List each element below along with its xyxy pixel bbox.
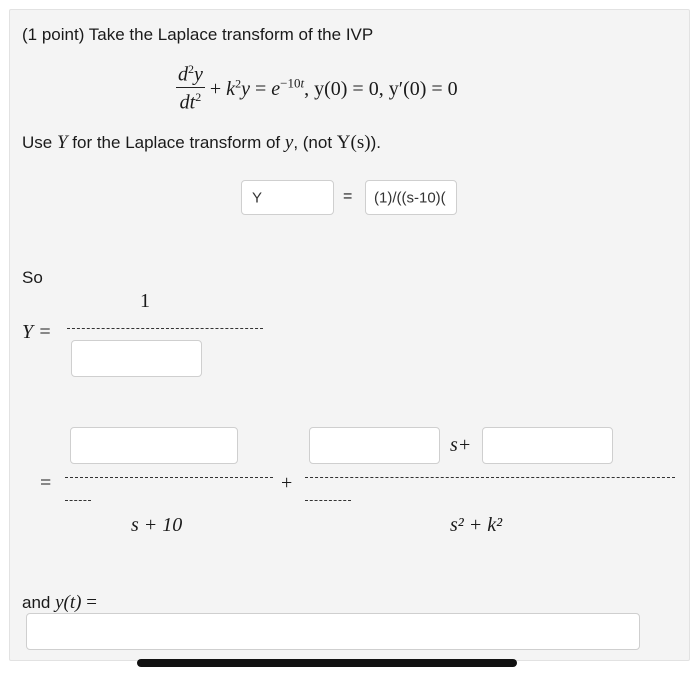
fraction-line-2b [65, 500, 91, 501]
plus-sign: + [281, 472, 293, 494]
instruction-line [22, 132, 381, 154]
answer-input[interactable] [26, 613, 640, 650]
s-plus-label: s+ [450, 434, 472, 456]
denominator-1: s + 10 [131, 514, 183, 536]
Y-equals-label: Y = [22, 321, 52, 343]
fraction-line-1 [67, 328, 263, 329]
lhs-input-value: Y [252, 189, 263, 206]
instruction-Y: Y [56, 132, 68, 153]
equals-sign: = [343, 188, 353, 205]
so-label: So [22, 268, 43, 287]
instruction-middle2: , (not [293, 133, 337, 152]
ivp-equation: $\frac{d^2y}{dt^2}$ + $k^2y = e^{-10t}$, y(0) = 0, y′(0) = 0 [178, 62, 458, 114]
fraction-line-2a [65, 477, 273, 478]
and-label: and [22, 593, 56, 612]
rhs-input[interactable] [365, 180, 457, 215]
ivp-initial-conditions: , y(0) = 0, y′(0) = 0 [304, 77, 458, 100]
rhs-input-value: (1)/((s-10)( [374, 189, 446, 206]
instruction-y: y [284, 132, 294, 153]
instruction-Ys: Y(s) [336, 132, 371, 153]
numerator-C-input[interactable] [482, 427, 613, 464]
problem-card [9, 9, 690, 661]
yt-label: y(t) [55, 592, 82, 613]
fraction-line-3b [305, 500, 351, 501]
instruction-prefix: Use [22, 133, 57, 152]
home-indicator[interactable] [137, 659, 517, 667]
denominator-input[interactable] [71, 340, 202, 377]
fraction-line-3a [305, 477, 675, 478]
denominator-2: s² + k² [450, 514, 503, 536]
yt-equals: = [81, 592, 97, 613]
lhs-input[interactable] [241, 180, 334, 215]
instruction-suffix: ). [370, 133, 381, 152]
instruction-middle: for the Laplace transform of [67, 133, 285, 152]
numerator-A-input[interactable] [70, 427, 238, 464]
numerator-B-input[interactable] [309, 427, 440, 464]
problem-intro: (1 point) Take the Laplace transform of the IVP [22, 25, 374, 44]
equals-sign-2: = [40, 472, 52, 494]
numerator-one: 1 [140, 290, 150, 312]
final-label [22, 592, 97, 614]
